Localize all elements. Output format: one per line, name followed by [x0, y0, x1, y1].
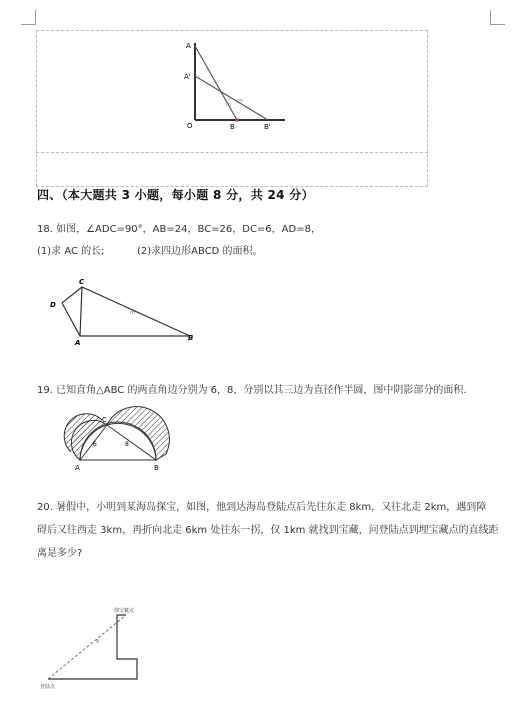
ladder-original [195, 46, 237, 120]
q20-line3: 离是多少? [37, 548, 83, 559]
label-a-prime: A' [184, 73, 191, 81]
label-a: A [75, 339, 81, 347]
label-a: A [186, 42, 191, 50]
q20-line2: 碍后又往西走 3km，再折向北走 6km 处往东一拐，仅 1km 就找到宝藏，问登陆点到埋宝藏点的直线距 [37, 525, 499, 536]
straight-distance [48, 615, 126, 679]
label-c: C [79, 278, 85, 286]
ladder-slid [195, 76, 268, 120]
label-b: B [188, 334, 194, 342]
label-treasure: 埋宝藏点 [114, 608, 135, 614]
label-d: D [50, 301, 56, 309]
diagonal-ac [80, 287, 82, 336]
label-o: O [187, 122, 193, 130]
corner-mark-left [21, 10, 36, 25]
q18-line1: 18. 如图，∠ADC=90°，AB=24，BC=26，DC=6，AD=8， [37, 224, 321, 235]
label-side: m [130, 310, 135, 316]
label-six: 6 [93, 441, 97, 448]
label-b: B [230, 123, 235, 131]
label-eight: 8 [125, 441, 129, 448]
q19-line1: 19. 已知直角△ABC 的两直角边分别为 6，8，分别以其三边为直径作半圆，图中阴影部分的面积. [37, 385, 467, 396]
ladder-figure [180, 38, 300, 133]
q18-part1: (1)求 AC 的长; [37, 246, 105, 257]
semicircles-figure [62, 408, 172, 473]
label-a: A [75, 464, 80, 472]
label-b-prime: B' [264, 123, 271, 131]
section-heading: 四、（本大题共 3 小题，每小题 8 分，共 24 分） [37, 188, 314, 202]
point-b [235, 118, 238, 121]
label-landing: 登陆点 [40, 684, 56, 690]
label-b: B [154, 464, 159, 472]
label-dist: 8 [96, 639, 100, 645]
quadrilateral-figure [48, 277, 198, 347]
label-m1: m [238, 98, 243, 104]
label-c: C [102, 416, 107, 424]
label-m2: m [226, 102, 231, 108]
corner-mark-right [490, 10, 505, 25]
treasure-route-figure [40, 605, 170, 693]
q20-line1: 20. 暑假中，小明到某海岛探宝，如图，他到达海岛登陆点后先往东走 8km，又往北走 2km，遇到障 [37, 502, 487, 513]
frame-divider [36, 152, 428, 153]
q18-part2: (2)求四边形ABCD 的面积。 [137, 246, 263, 257]
route-path [48, 615, 137, 679]
